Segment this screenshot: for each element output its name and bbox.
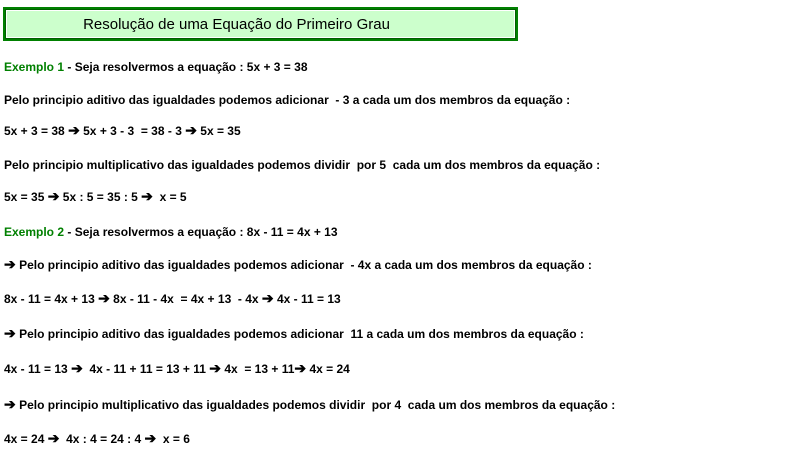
- rule-text: Pelo principio aditivo das igualdades podemos adicionar - 4x a cada um dos membros da equação :: [15, 258, 592, 272]
- arrow-right-icon: ➔: [141, 188, 153, 204]
- step-part: 4x : 4 = 24 : 4: [59, 432, 145, 446]
- example-2-rule-additive-1: [4, 258, 592, 272]
- step-part: 8x - 11 = 4x + 13: [4, 292, 99, 306]
- step-part: 8x - 11 - 4x = 4x + 13 - 4x: [109, 292, 262, 306]
- title-box: [3, 7, 518, 41]
- example-2-label: Exemplo 2: [4, 225, 65, 239]
- step-part: 5x = 35: [196, 124, 241, 138]
- step-part: 5x = 35: [4, 190, 48, 204]
- step-part: 4x = 13 + 11: [220, 362, 295, 376]
- arrow-right-icon: ➔: [71, 360, 83, 376]
- arrow-right-icon: ➔: [294, 360, 307, 376]
- example-1-step-additive: [4, 124, 241, 138]
- example-2-step-additive-1: [4, 292, 341, 306]
- step-part: 4x - 11 = 13: [4, 362, 72, 376]
- example-2-intro: - Seja resolvermos a equação : 8x - 11 = 4x + 13: [64, 225, 338, 239]
- step-part: 4x - 11 + 11 = 13 + 11: [82, 362, 210, 376]
- step-part: 4x = 24: [306, 362, 350, 376]
- example-2-step-multiplicative: [4, 432, 190, 446]
- arrow-right-icon: ➔: [4, 256, 16, 272]
- example-2-step-additive-2: [4, 362, 350, 376]
- step-part: x = 5: [152, 190, 187, 204]
- page-title: Resolução de uma Equação do Primeiro Grau: [83, 15, 390, 33]
- step-part: 5x : 5 = 35 : 5: [59, 190, 142, 204]
- arrow-right-icon: ➔: [144, 430, 157, 446]
- arrow-right-icon: ➔: [209, 360, 221, 376]
- step-part: x = 6: [156, 432, 190, 446]
- arrow-right-icon: ➔: [261, 290, 274, 306]
- arrow-right-icon: ➔: [98, 290, 110, 306]
- arrow-right-icon: ➔: [68, 122, 80, 138]
- example-1-rule-additive: Pelo principio aditivo das igualdades podemos adicionar - 3 a cada um dos membros da equação :: [4, 93, 571, 107]
- rule-text: Pelo principio aditivo das igualdades podemos adicionar 11 a cada um dos membros da equação :: [15, 327, 584, 341]
- example-1-step-multiplicative: [4, 190, 187, 204]
- example-1-intro: - Seja resolvermos a equação : 5x + 3 = 38: [64, 60, 308, 74]
- example-2-rule-additive-2: [4, 327, 584, 341]
- example-1-heading: [4, 60, 308, 74]
- rule-text: Pelo principio multiplicativo das igualdades podemos dividir por 4 cada um dos membros da equação :: [15, 398, 616, 412]
- arrow-right-icon: ➔: [47, 188, 60, 204]
- step-part: 4x - 11 = 13: [273, 292, 341, 306]
- arrow-right-icon: ➔: [4, 396, 16, 412]
- example-1-label: Exemplo 1: [4, 60, 65, 74]
- step-part: 5x + 3 = 38: [4, 124, 69, 138]
- arrow-right-icon: ➔: [47, 430, 60, 446]
- example-2-rule-multiplicative: [4, 398, 615, 412]
- example-1-rule-multiplicative: Pelo principio multiplicativo das igualdades podemos dividir por 5 cada um dos membros da equação :: [4, 158, 601, 172]
- step-part: 5x + 3 - 3 = 38 - 3: [79, 124, 186, 138]
- step-part: 4x = 24: [4, 432, 48, 446]
- title-panel: [6, 10, 515, 38]
- example-2-heading: [4, 225, 338, 239]
- arrow-right-icon: ➔: [185, 122, 197, 138]
- arrow-right-icon: ➔: [4, 325, 16, 341]
